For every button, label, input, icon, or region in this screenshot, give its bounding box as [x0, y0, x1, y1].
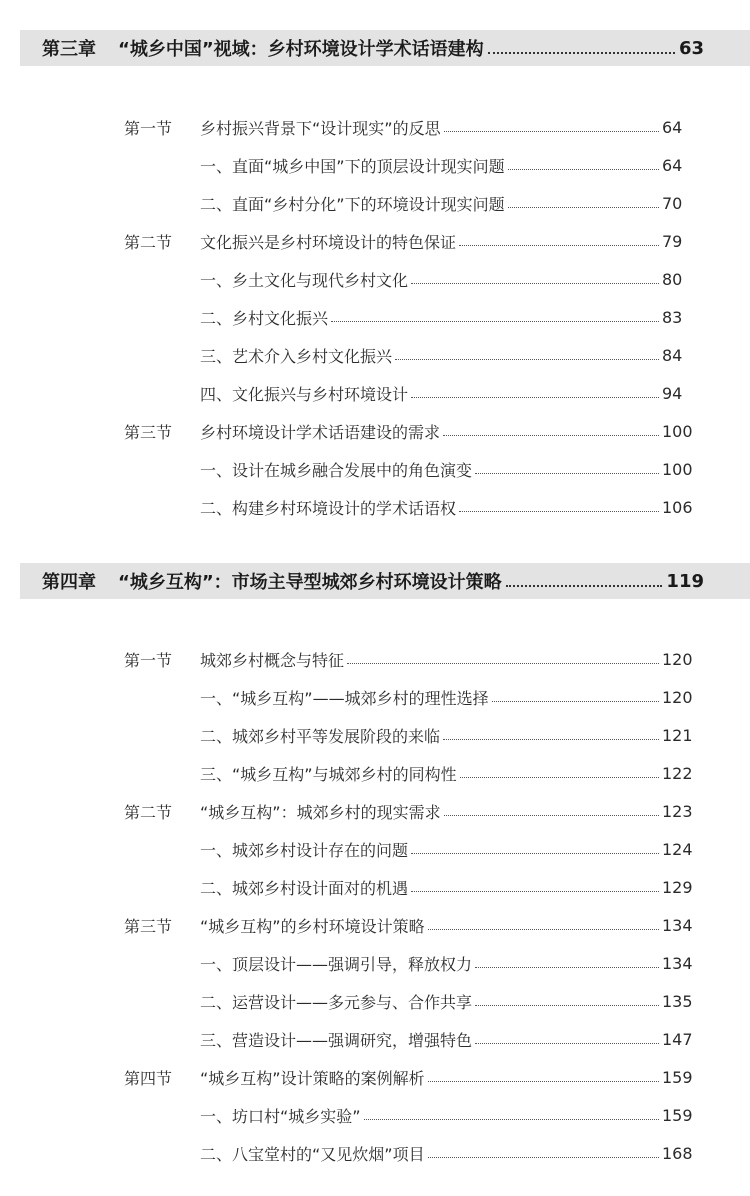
toc-page-number: 159 — [662, 1067, 693, 1087]
toc-subsection-row[interactable] — [0, 374, 750, 412]
section-number: 第四节 — [124, 1068, 173, 1088]
toc-subsection-row[interactable] — [0, 1020, 750, 1058]
toc-page-number: 129 — [662, 877, 693, 897]
toc-page-number: 64 — [662, 155, 683, 175]
leader-dots — [331, 321, 659, 322]
toc-subsection-row[interactable] — [0, 716, 750, 754]
leader-dots — [488, 52, 675, 54]
toc-page-number: 134 — [662, 915, 693, 935]
toc-subsection-row[interactable] — [0, 298, 750, 336]
toc-page-number: 100 — [662, 459, 693, 479]
leader-dots — [460, 777, 659, 778]
section-number: 第二节 — [124, 802, 173, 822]
toc-entry-title: 一、城郊乡村设计存在的问题 — [200, 840, 409, 860]
toc-page-number: 134 — [662, 953, 693, 973]
toc-page-number: 122 — [662, 763, 693, 783]
chapter-number: 第四章 — [42, 572, 96, 593]
toc-subsection-row[interactable] — [0, 184, 750, 222]
toc-page-number: 94 — [662, 383, 683, 403]
toc-subsection-row[interactable] — [0, 1134, 750, 1172]
toc-section-row[interactable] — [0, 792, 750, 830]
toc-entry-title: 二、八宝堂村的“又见炊烟”项目 — [200, 1144, 425, 1164]
toc-page-number: 124 — [662, 839, 693, 859]
toc-entry-title: “城乡互构”的乡村环境设计策略 — [200, 916, 425, 936]
section-number: 第一节 — [124, 650, 173, 670]
chapter-page-number: 63 — [678, 37, 704, 59]
leader-dots — [347, 663, 659, 664]
toc-section-row[interactable] — [0, 1058, 750, 1096]
toc-entries-chapter-3 — [0, 108, 750, 526]
toc-page-number: 84 — [662, 345, 683, 365]
leader-dots — [492, 701, 659, 702]
toc-subsection-row[interactable] — [0, 146, 750, 184]
chapter-heading[interactable] — [20, 30, 750, 66]
leader-dots — [475, 1043, 659, 1044]
leader-dots — [428, 1081, 659, 1082]
toc-subsection-row[interactable] — [0, 982, 750, 1020]
leader-dots — [459, 245, 659, 246]
toc-page-number: 121 — [662, 725, 693, 745]
toc-page-number: 70 — [662, 193, 683, 213]
toc-entry-title: 二、城郊乡村设计面对的机遇 — [200, 878, 409, 898]
toc-entry-title: 二、直面“乡村分化”下的环境设计现实问题 — [200, 194, 505, 214]
toc-entries-chapter-4 — [0, 640, 750, 1172]
toc-entry-title: 三、艺术介入乡村文化振兴 — [200, 346, 393, 366]
leader-dots — [411, 891, 659, 892]
leader-dots — [475, 473, 659, 474]
toc-page-number: 123 — [662, 801, 693, 821]
toc-entry-title: “城乡互构”设计策略的案例解析 — [200, 1068, 425, 1088]
toc-entry-title: 乡村环境设计学术话语建设的需求 — [200, 422, 441, 442]
toc-entry-title: “城乡互构”：城郊乡村的现实需求 — [200, 802, 441, 822]
toc-section-row[interactable] — [0, 906, 750, 944]
toc-entry-title: 一、坊口村“城乡实验” — [200, 1106, 361, 1126]
leader-dots — [475, 967, 659, 968]
toc-page-number: 159 — [662, 1105, 693, 1125]
leader-dots — [364, 1119, 659, 1120]
toc-subsection-row[interactable] — [0, 754, 750, 792]
toc-section-row[interactable] — [0, 222, 750, 260]
leader-dots — [411, 853, 659, 854]
section-number: 第三节 — [124, 916, 173, 936]
toc-entry-title: 二、乡村文化振兴 — [200, 308, 329, 328]
chapter-title: “城乡中国”视域：乡村环境设计学术话语建构 — [118, 39, 484, 60]
toc-entry-title: 三、营造设计——强调研究，增强特色 — [200, 1030, 473, 1050]
toc-page-number: 83 — [662, 307, 683, 327]
toc-page-number: 79 — [662, 231, 683, 251]
leader-dots — [459, 511, 659, 512]
toc-subsection-row[interactable] — [0, 450, 750, 488]
toc-entry-title: 二、运营设计——多元参与、合作共享 — [200, 992, 473, 1012]
leader-dots — [444, 131, 659, 132]
leader-dots — [428, 929, 659, 930]
chapter-title: “城乡互构”：市场主导型城郊乡村环境设计策略 — [118, 572, 502, 593]
toc-page-number: 147 — [662, 1029, 693, 1049]
leader-dots — [443, 435, 659, 436]
toc-page-number: 135 — [662, 991, 693, 1011]
toc-entry-title: 一、“城乡互构”——城郊乡村的理性选择 — [200, 688, 489, 708]
toc-subsection-row[interactable] — [0, 678, 750, 716]
leader-dots — [444, 815, 659, 816]
chapter-page-number: 119 — [666, 570, 704, 592]
toc-entry-title: 四、文化振兴与乡村环境设计 — [200, 384, 409, 404]
toc-entry-title: 文化振兴是乡村环境设计的特色保证 — [200, 232, 457, 252]
leader-dots — [508, 207, 659, 208]
toc-subsection-row[interactable] — [0, 336, 750, 374]
toc-entry-title: 城郊乡村概念与特征 — [200, 650, 345, 670]
chapter-heading[interactable] — [20, 563, 750, 599]
toc-page-number: 64 — [662, 117, 683, 137]
toc-page-number: 120 — [662, 649, 693, 669]
toc-page-number: 80 — [662, 269, 683, 289]
toc-section-row[interactable] — [0, 640, 750, 678]
toc-section-row[interactable] — [0, 108, 750, 146]
toc-entry-title: 一、设计在城乡融合发展中的角色演变 — [200, 460, 473, 480]
toc-page-number: 106 — [662, 497, 693, 517]
section-number: 第一节 — [124, 118, 173, 138]
section-number: 第二节 — [124, 232, 173, 252]
toc-entry-title: 一、直面“城乡中国”下的顶层设计现实问题 — [200, 156, 505, 176]
leader-dots — [475, 1005, 659, 1006]
toc-subsection-row[interactable] — [0, 488, 750, 526]
toc-subsection-row[interactable] — [0, 830, 750, 868]
leader-dots — [411, 283, 659, 284]
toc-subsection-row[interactable] — [0, 260, 750, 298]
toc-entry-title: 三、“城乡互构”与城郊乡村的同构性 — [200, 764, 457, 784]
leader-dots — [411, 397, 659, 398]
toc-subsection-row[interactable] — [0, 944, 750, 982]
toc-section-row[interactable] — [0, 412, 750, 450]
toc-page-number: 168 — [662, 1143, 693, 1163]
leader-dots — [395, 359, 659, 360]
leader-dots — [508, 169, 659, 170]
section-number: 第三节 — [124, 422, 173, 442]
toc-page-number: 100 — [662, 421, 693, 441]
toc-entry-title: 二、构建乡村环境设计的学术话语权 — [200, 498, 457, 518]
leader-dots — [506, 585, 663, 587]
toc-entry-title: 一、乡土文化与现代乡村文化 — [200, 270, 409, 290]
toc-page-number: 120 — [662, 687, 693, 707]
leader-dots — [443, 739, 659, 740]
leader-dots — [428, 1157, 659, 1158]
toc-entry-title: 乡村振兴背景下“设计现实”的反思 — [200, 118, 441, 138]
chapter-number: 第三章 — [42, 39, 96, 60]
toc-entry-title: 一、顶层设计——强调引导，释放权力 — [200, 954, 473, 974]
toc-subsection-row[interactable] — [0, 868, 750, 906]
toc-subsection-row[interactable] — [0, 1096, 750, 1134]
toc-entry-title: 二、城郊乡村平等发展阶段的来临 — [200, 726, 441, 746]
